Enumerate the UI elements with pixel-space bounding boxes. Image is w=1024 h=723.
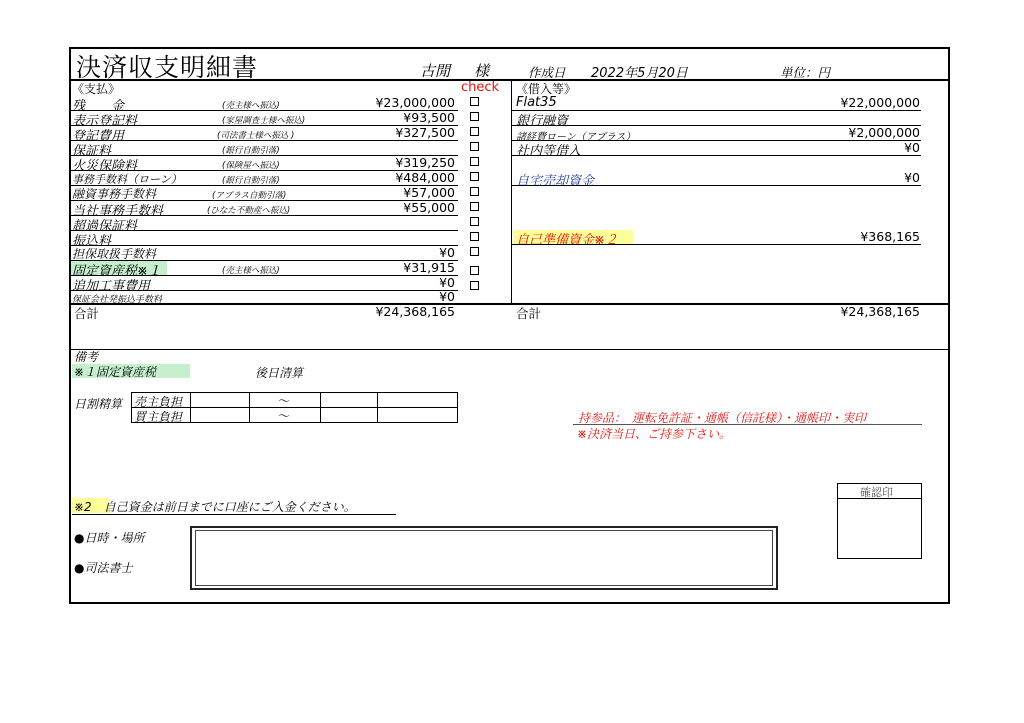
date-label: 作成日 bbox=[528, 65, 566, 80]
borrowings-total-amount: ¥24,368,165 bbox=[840, 304, 920, 319]
borrowings-total-label: 合計 bbox=[516, 306, 542, 321]
payment-label: 融資事務手数料 bbox=[72, 187, 157, 201]
payment-label: 保証料 bbox=[72, 144, 112, 159]
seal-label: 確認印 bbox=[860, 486, 893, 499]
borrowing-label: 自己準備資金※２ bbox=[516, 233, 618, 248]
borrowing-amount: ¥2,000,000 bbox=[848, 125, 920, 140]
check-box[interactable] bbox=[470, 172, 479, 181]
remarks-note1-value: 後日清算 bbox=[255, 366, 304, 380]
datetime-place-box-inner bbox=[195, 530, 773, 586]
column-divider bbox=[511, 80, 512, 303]
payment-amount: ¥31,915 bbox=[403, 260, 455, 275]
check-box[interactable] bbox=[470, 157, 479, 166]
payment-label: 固定資産税※１ bbox=[72, 264, 161, 279]
check-box[interactable] bbox=[470, 202, 479, 211]
check-box[interactable] bbox=[470, 97, 479, 106]
borrowings-heading: 《借入等》 bbox=[516, 82, 577, 96]
payment-amount: ¥23,000,000 bbox=[375, 95, 455, 110]
check-box[interactable] bbox=[470, 217, 479, 226]
check-box[interactable] bbox=[470, 232, 479, 241]
payment-label: 表示登記料 bbox=[72, 114, 138, 129]
seller-tilde: ～ bbox=[278, 394, 291, 408]
scrivener-label: ●司法書士 bbox=[74, 561, 133, 575]
check-box[interactable] bbox=[470, 281, 479, 290]
payment-amount: ¥57,000 bbox=[403, 185, 455, 200]
row-divider bbox=[70, 230, 458, 231]
payment-label: 火災保険料 bbox=[72, 159, 138, 174]
payment-label: 超過保証料 bbox=[72, 219, 138, 234]
row-divider bbox=[512, 155, 921, 156]
row-divider bbox=[512, 185, 921, 186]
borrowing-label: 諸経費ローン（アプラス） bbox=[516, 132, 636, 143]
payment-amount: ¥0 bbox=[439, 275, 455, 290]
borrowing-label: 自宅売却資金 bbox=[516, 174, 595, 189]
date-value: 2022年5月20日 bbox=[591, 66, 688, 81]
borrowing-amount: ¥0 bbox=[904, 140, 920, 155]
items-note: ※決済当日、ご持参下さい。 bbox=[577, 427, 732, 441]
client-name: 古閒 bbox=[420, 62, 451, 80]
payment-note: (売主様へ振込) bbox=[222, 266, 280, 276]
payments-total-amount: ¥24,368,165 bbox=[375, 304, 455, 319]
payment-label: 残 金 bbox=[72, 99, 125, 114]
payment-amount: ¥93,500 bbox=[403, 110, 455, 125]
note2-underline bbox=[72, 514, 396, 515]
payment-label: 振込料 bbox=[72, 234, 112, 249]
payment-amount: ¥55,000 bbox=[403, 200, 455, 215]
check-box[interactable] bbox=[470, 127, 479, 136]
borrowing-amount: ¥368,165 bbox=[860, 229, 920, 244]
borrowing-label: Flat35 bbox=[516, 95, 557, 110]
payment-label: 保証会社発振込手数料 bbox=[72, 295, 163, 305]
payments-total-label: 合計 bbox=[74, 306, 100, 321]
buyer-tilde: ～ bbox=[278, 409, 291, 423]
payment-amount: ¥484,000 bbox=[395, 170, 455, 185]
document-title: 決済収支明細書 bbox=[76, 53, 259, 82]
payment-label: 当社事務手数料 bbox=[72, 204, 164, 219]
remarks-note1-label: ※１固定資産税 bbox=[74, 365, 157, 379]
proration-col-divider bbox=[320, 392, 321, 423]
borrowing-label: 銀行融資 bbox=[516, 114, 569, 129]
payment-amount: ¥319,250 bbox=[395, 155, 455, 170]
buyer-burden-label: 買主負担 bbox=[134, 410, 183, 424]
row-divider bbox=[512, 244, 921, 245]
proration-col-divider bbox=[190, 392, 191, 423]
check-box[interactable] bbox=[470, 142, 479, 151]
datetime-label: ●日時・場所 bbox=[74, 531, 145, 545]
remarks-note2: ※2 自己資金は前日までに口座にご入金ください。 bbox=[74, 500, 356, 514]
items-to-bring: 持参品： 運転免許証・通帳（信託様）・通帳印・実印 bbox=[578, 411, 867, 425]
payment-label: 追加工事費用 bbox=[72, 279, 151, 294]
payments-heading: 《支払》 bbox=[72, 82, 121, 96]
check-box[interactable] bbox=[470, 187, 479, 196]
check-box[interactable] bbox=[470, 266, 479, 275]
honorific: 様 bbox=[474, 62, 490, 80]
payment-note: (アプラス自動引落) bbox=[212, 191, 287, 201]
payment-note: (銀行自動引落) bbox=[222, 176, 280, 186]
proration-col-divider bbox=[377, 392, 378, 423]
row-divider bbox=[70, 140, 458, 141]
payment-note: (ひなた不動産へ振込) bbox=[207, 206, 291, 216]
header-divider bbox=[70, 79, 950, 81]
borrowing-amount: ¥22,000,000 bbox=[840, 95, 920, 110]
check-label: check bbox=[461, 80, 500, 95]
check-box[interactable] bbox=[470, 112, 479, 121]
borrowing-amount: ¥0 bbox=[904, 170, 920, 185]
payment-label: 担保取扱手数料 bbox=[72, 247, 157, 261]
payment-note: (売主様へ振込) bbox=[222, 101, 280, 111]
payment-note: (保険屋へ振込) bbox=[222, 161, 280, 171]
payment-amount: ¥0 bbox=[439, 245, 455, 260]
unit-label: 単位：円 bbox=[780, 65, 831, 80]
payment-note: (銀行自動引落) bbox=[222, 146, 280, 156]
payment-label: 事務手数料（ローン） bbox=[72, 173, 182, 186]
payment-amount: ¥327,500 bbox=[395, 125, 455, 140]
payment-label: 登記費用 bbox=[72, 129, 125, 144]
payment-note: (司法書士様へ振込 ) bbox=[217, 131, 295, 141]
seller-burden-label: 売主負担 bbox=[134, 395, 183, 409]
check-box[interactable] bbox=[470, 247, 479, 256]
proration-col-divider bbox=[249, 392, 250, 423]
proration-label: 日割精算 bbox=[74, 397, 123, 411]
remarks-heading: 備考 bbox=[74, 350, 99, 364]
section-divider bbox=[70, 349, 950, 350]
payment-amount: ¥0 bbox=[439, 289, 455, 304]
payment-note: (家屋調査士様へ振込) bbox=[222, 116, 306, 126]
row-divider bbox=[512, 110, 921, 111]
borrowing-label: 社内等借入 bbox=[516, 144, 582, 159]
